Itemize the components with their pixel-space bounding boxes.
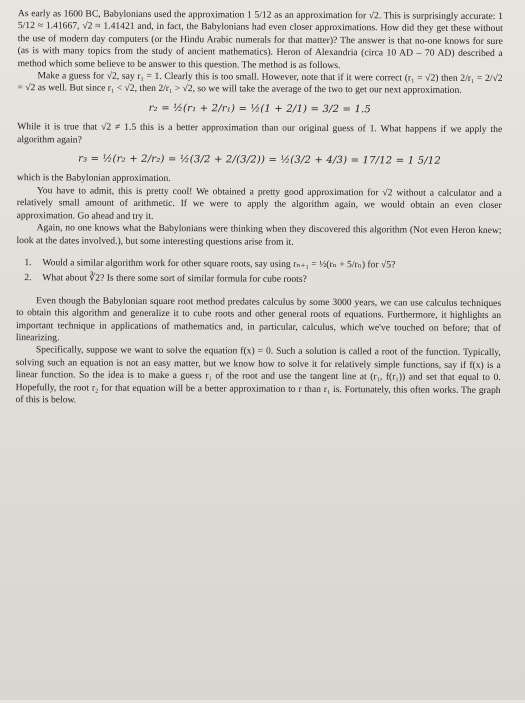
question-text: Would a similar algorithm work for other square roots, say using rₙ₊₁ = ½(rₙ + 5/rₙ) for √5? <box>42 257 396 271</box>
equation-r3: r₃ = ½(r₂ + 2/r₂) = ½(3/2 + 2/(3/2)) = ½(3/2 + 4/3) = 17/12 = 1 5/12 <box>78 153 441 167</box>
paragraph-method-guess: Make a guess for √2, say r₁ = 1. Clearly this is too small. However, note that if it were correct (r₁ = √2) then 2/r₁ = 2/√2 = √2 as well. But since r₁ < √2, then 2/r₁ > √2, so we will take the average of the two to get our next approximation. <box>17 70 503 97</box>
paragraph-babylonian-intro: As early as 1600 BC, Babylonians used the approximation 1 5/12 as an approximation for √2. This is surprisingly accurate: 1 5/12 ≈ 1.41667, √2 ≈ 1.41421 and, in fact, the Babylonians had even closer approximations. How did they get these without the use of modern day computers (or the Hindu Arabic numerals for that matter)? The answer is that no-one knows for sure (as is with many topics from the study of ancient mathematics). Heron of Alexandria (circa 10 AD – 70 AD) described a method which some believe to be answer to this question. The method is as follows. <box>17 8 503 71</box>
question-number: 1. <box>24 257 32 269</box>
paragraph-babylonian-approximation: which is the Babylonian approximation. <box>16 172 171 185</box>
paragraph-questions-arise: Again, no one knows what the Babylonians were thinking when they discovered this algorithm (Not even Heron knew; look at the dates involved.), but some interesting questions arise from it. <box>16 222 502 248</box>
question-item <box>24 272 501 287</box>
paragraph-pretty-cool: You have to admit, this is pretty cool! We obtained a pretty good approximation for √2 without a calculator and a relatively small amount of arithmetic. If we were to apply the algorithm again, we would obtain an even closer approximation. Go ahead and try it. <box>16 185 502 222</box>
question-number: 2. <box>24 272 32 284</box>
equation-r2: r₂ = ½(r₁ + 2/r₁) = ½(1 + 2/1) = 3/2 = 1.5 <box>148 102 372 116</box>
paragraph-calculus-techniques: Even though the Babylonian square root method predates calculus by some 3000 years, we can use calculus techniques to obtain this algorithm and generalize it to cube roots and other general roots of equations. Furthermore, it highlights an important technique in applications of mathematics and, in particular, calculus, which we've touched on before; that of linearizing. <box>15 294 502 344</box>
paragraph-linearizing: Specifically, suppose we want to solve the equation f(x) = 0. Such a solution is called a root of the function. Typically, solving such an equation is not an easy matter, but we know how to solve it for relatively simple functions, say if f(x) is a linear function. So the idea is to make a guess r₁ of the root and use the tangent line at (r₁, f(r₁)) and set that equal to 0. Hopefully, the root r₂ for that equation will be a better approximation to r than r₁ is. Fortunately, this often works. The graph of this is below. <box>15 344 501 406</box>
question-item <box>24 257 501 272</box>
question-text: What about ∛2? Is there some sort of similar formula for cube roots? <box>42 272 307 286</box>
question-list <box>16 257 501 288</box>
paragraph-better-approximation: While it is true that √2 ≠ 1.5 this is a better approximation than our original guess of 1. What happens if we apply the algorithm again? <box>17 121 503 146</box>
